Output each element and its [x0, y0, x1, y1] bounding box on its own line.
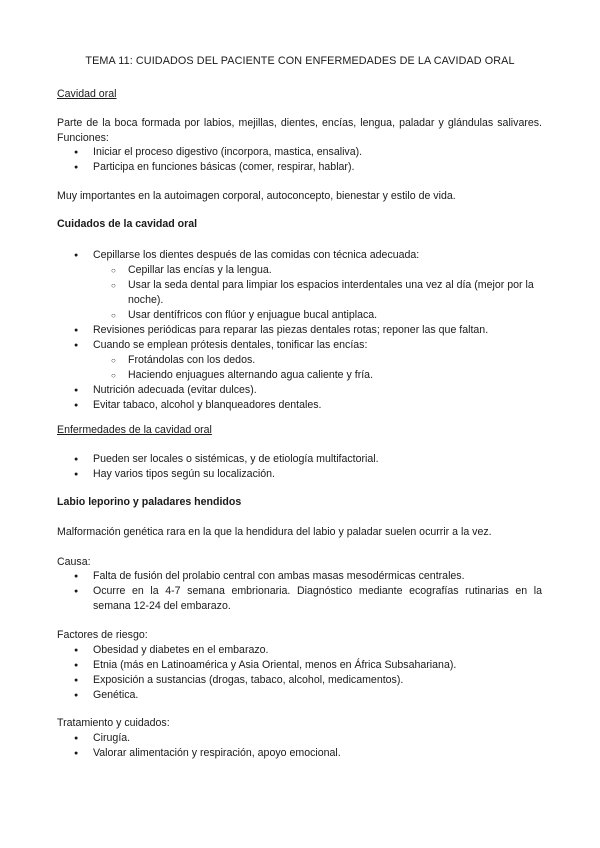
riesgo-label: Factores de riesgo: [57, 629, 148, 641]
list-item: ● Participa en funciones básicas (comer, respirar, hablar). [57, 160, 542, 175]
causa-list [57, 569, 542, 614]
list-item: ● Revisiones periódicas para reparar las piezas dentales rotas; reponer las que faltan. [57, 323, 542, 338]
tratamiento-list [57, 731, 542, 761]
tratamiento-label: Tratamiento y cuidados: [57, 717, 170, 729]
list-item: ● Genética. [57, 688, 542, 703]
list-item: ● Etnia (más en Latinoamérica y Asia Oriental, menos en África Subsahariana). [57, 658, 542, 673]
section-heading-cavidad-oral: Cavidad oral [57, 88, 117, 100]
list-item: ● Cepillarse los dientes después de las comidas con técnica adecuada: [57, 248, 542, 263]
riesgo-list [57, 643, 542, 703]
list-item: ● Evitar tabaco, alcohol y blanqueadores dentales. [57, 398, 542, 413]
document-title: TEMA 11: CUIDADOS DEL PACIENTE CON ENFERMEDADES DE LA CAVIDAD ORAL [85, 55, 515, 67]
sub-list-item: ○ Usar dentífricos con flúor y enjuague bucal antiplaca. [57, 308, 542, 323]
sub-list-item: ○ Frotándolas con los dedos. [57, 353, 542, 368]
list-item: ● Cuando se emplean prótesis dentales, tonificar las encías: [57, 338, 542, 353]
list-item: ● Hay varios tipos según su localización. [57, 467, 542, 482]
list-item: ● Nutrición adecuada (evitar dulces). [57, 383, 542, 398]
functions-list [57, 145, 542, 175]
list-item: ● Ocurre en la 4-7 semana embrionaria. Diagnóstico mediante ecografías rutinarias en la semana 12-24 del embarazo. [57, 584, 542, 614]
list-item: ● Pueden ser locales o sistémicas, y de etiología multifactorial. [57, 452, 542, 467]
section-heading-cuidados: Cuidados de la cavidad oral [57, 218, 198, 230]
list-item: ● Falta de fusión del prolabio central con ambas masas mesodérmicas centrales. [57, 569, 542, 584]
list-item: ● Iniciar el proceso digestivo (incorpora, mastica, ensaliva). [57, 145, 542, 160]
causa-label: Causa: [57, 556, 91, 568]
list-item: ● Cirugía. [57, 731, 542, 746]
section-heading-enfermedades: Enfermedades de la cavidad oral [57, 424, 212, 436]
list-item: ● Valorar alimentación y respiración, apoyo emocional. [57, 746, 542, 761]
sub-list-item: ○ Haciendo enjuagues alternando agua caliente y fría. [57, 368, 542, 383]
sub-list-item: ○ Cepillar las encías y la lengua. [57, 263, 542, 278]
cavidad-oral-importance: Muy importantes en la autoimagen corporal, autoconcepto, bienestar y estilo de vida. [57, 190, 456, 202]
cavidad-oral-intro: Parte de la boca formada por labios, mejillas, dientes, encías, lengua, paladar y glándulas salivares. Funciones: [57, 117, 542, 144]
list-item: ● Obesidad y diabetes en el embarazo. [57, 643, 542, 658]
labio-definition: Malformación genética rara en la que la hendidura del labio y paladar suelen ocurrir a la vez. [57, 526, 492, 538]
section-heading-labio-leporino: Labio leporino y paladares hendidos [57, 496, 242, 508]
enfermedades-list [57, 452, 542, 482]
sub-list-item: ○ Usar la seda dental para limpiar los espacios interdentales una vez al día (mejor por la noche). [57, 278, 542, 308]
list-item: ● Exposición a sustancias (drogas, tabaco, alcohol, medicamentos). [57, 673, 542, 688]
cuidados-list [57, 248, 542, 413]
